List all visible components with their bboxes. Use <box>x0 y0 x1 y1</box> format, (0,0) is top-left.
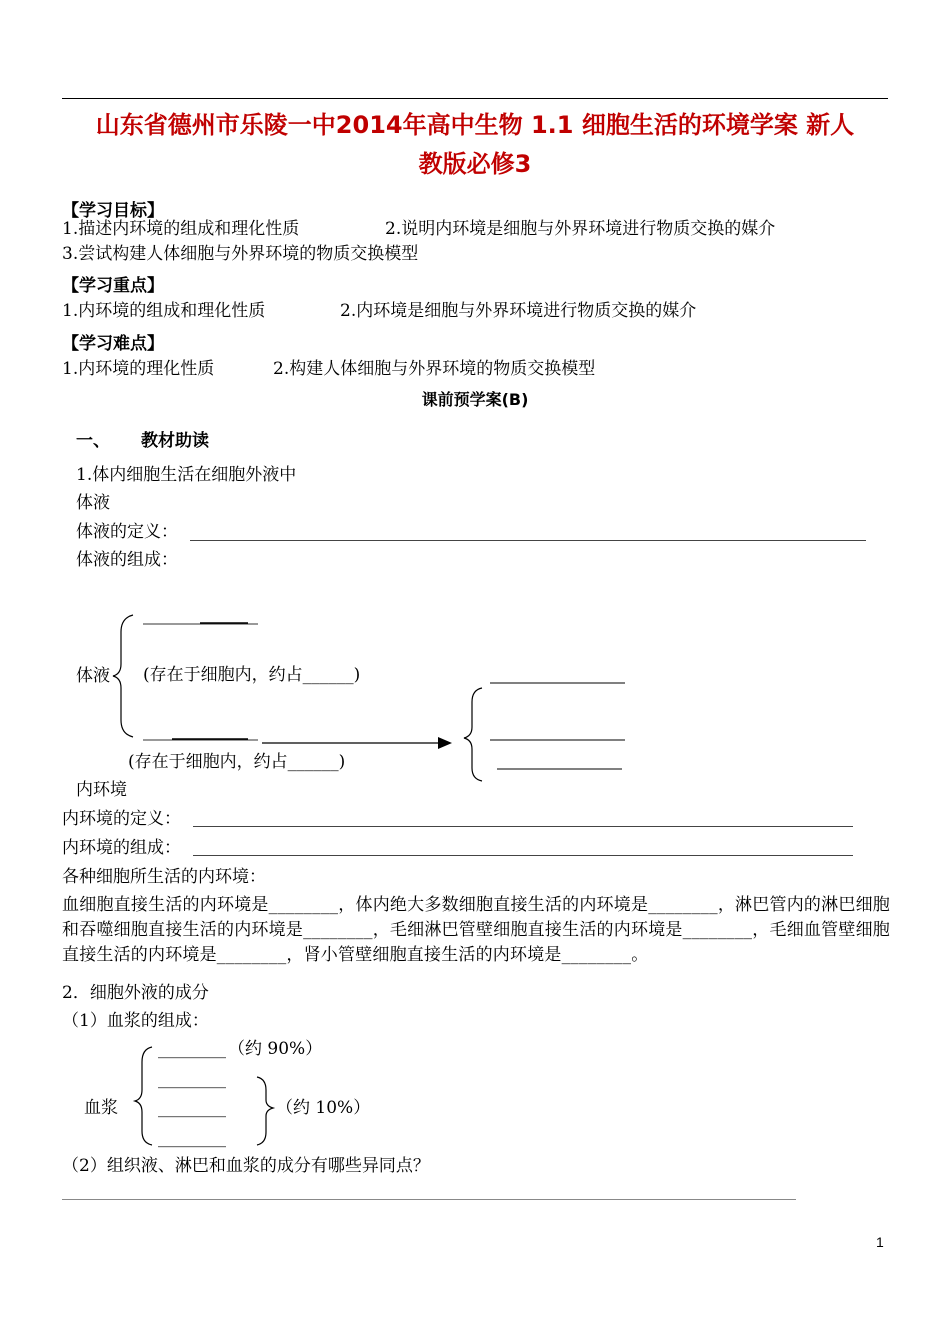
key-points-heading: 【学习重点】 <box>62 276 164 296</box>
part1-number: 一、 <box>76 431 110 451</box>
answer-line <box>193 855 853 856</box>
objectives-heading: 【学习目标】 <box>62 201 164 221</box>
inner-env-def-label: 内环境的定义： <box>62 809 181 829</box>
difficulties-heading: 【学习难点】 <box>62 334 164 354</box>
brace-left <box>113 615 133 737</box>
section-title: 课前预学案(B) <box>421 390 529 409</box>
page-title: 山东省德州市乐陵一中2014年高中生物 1.1 细胞生活的环境学案 新人 <box>95 111 855 139</box>
plasma-blank-2: ________ <box>158 1069 226 1089</box>
part1-sub1: 1.体内细胞生活在细胞外液中 <box>76 465 297 485</box>
difficulty-1: 1.内环境的理化性质 <box>62 359 215 379</box>
plasma-label: 血浆 <box>84 1098 118 1118</box>
answer-line <box>193 826 853 827</box>
objective-2: 2.说明内环境是细胞与外界环境进行物质交换的媒介 <box>385 219 776 239</box>
cells-env-paragraph: 血细胞直接生活的内环境是________，体内绝大多数细胞直接生活的内环境是________，淋巴管内的淋巴细胞和吞噬细胞直接生活的内环境是________，毛细淋巴管壁细胞直接生活的内环境是________，毛细血管壁细胞直接生活的内环境是________，肾小管壁细胞直接生活的内环境是________。 <box>62 895 890 965</box>
page-number: 1 <box>876 1234 884 1250</box>
cells-env-heading: 各种细胞所生活的内环境： <box>62 867 266 887</box>
plasma-question: （1）血浆的组成： <box>62 1011 209 1031</box>
body-fluid-def-label: 体液的定义： <box>76 522 178 542</box>
answer-line <box>62 1199 796 1200</box>
key-point-2: 2.内环境是细胞与外界环境进行物质交换的媒介 <box>340 301 697 321</box>
part2-heading: 2．细胞外液的成分 <box>62 983 209 1003</box>
plasma-blank-1: ________ <box>158 1039 226 1059</box>
plasma-note-10: （约 10%） <box>276 1098 371 1118</box>
plasma-brace-right <box>257 1077 273 1145</box>
page-title-line2: 教版必修3 <box>418 150 532 178</box>
plasma-brace-left <box>135 1047 152 1145</box>
objective-1: 1.描述内环境的组成和理化性质 <box>62 219 300 239</box>
arrow-head <box>438 737 452 749</box>
brace-right <box>464 688 482 781</box>
comparison-question: （2）组织液、淋巴和血浆的成分有哪些异同点？ <box>62 1156 430 1176</box>
plasma-note-90: （约 90%） <box>228 1039 323 1059</box>
objective-3: 3.尝试构建人体细胞与外界环境的物质交换模型 <box>62 244 419 264</box>
inner-env-label: 内环境 <box>76 780 127 800</box>
body-fluid-comp-label: 体液的组成： <box>76 550 178 570</box>
diagram-upper-note: (存在于细胞内，约占______) <box>143 665 361 685</box>
difficulty-2: 2.构建人体细胞与外界环境的物质交换模型 <box>273 359 596 379</box>
diagram-root: 体液 <box>76 666 110 686</box>
inner-env-comp-label: 内环境的组成： <box>62 838 181 858</box>
part1-heading: 教材助读 <box>141 431 209 451</box>
key-point-1: 1.内环境的组成和理化性质 <box>62 301 266 321</box>
body-fluid-label: 体液 <box>76 493 110 513</box>
plasma-blank-3: ________ <box>158 1098 226 1118</box>
diagram-lower-note: (存在于细胞内，约占______) <box>128 752 346 772</box>
plasma-blank-4: ________ <box>158 1128 226 1148</box>
